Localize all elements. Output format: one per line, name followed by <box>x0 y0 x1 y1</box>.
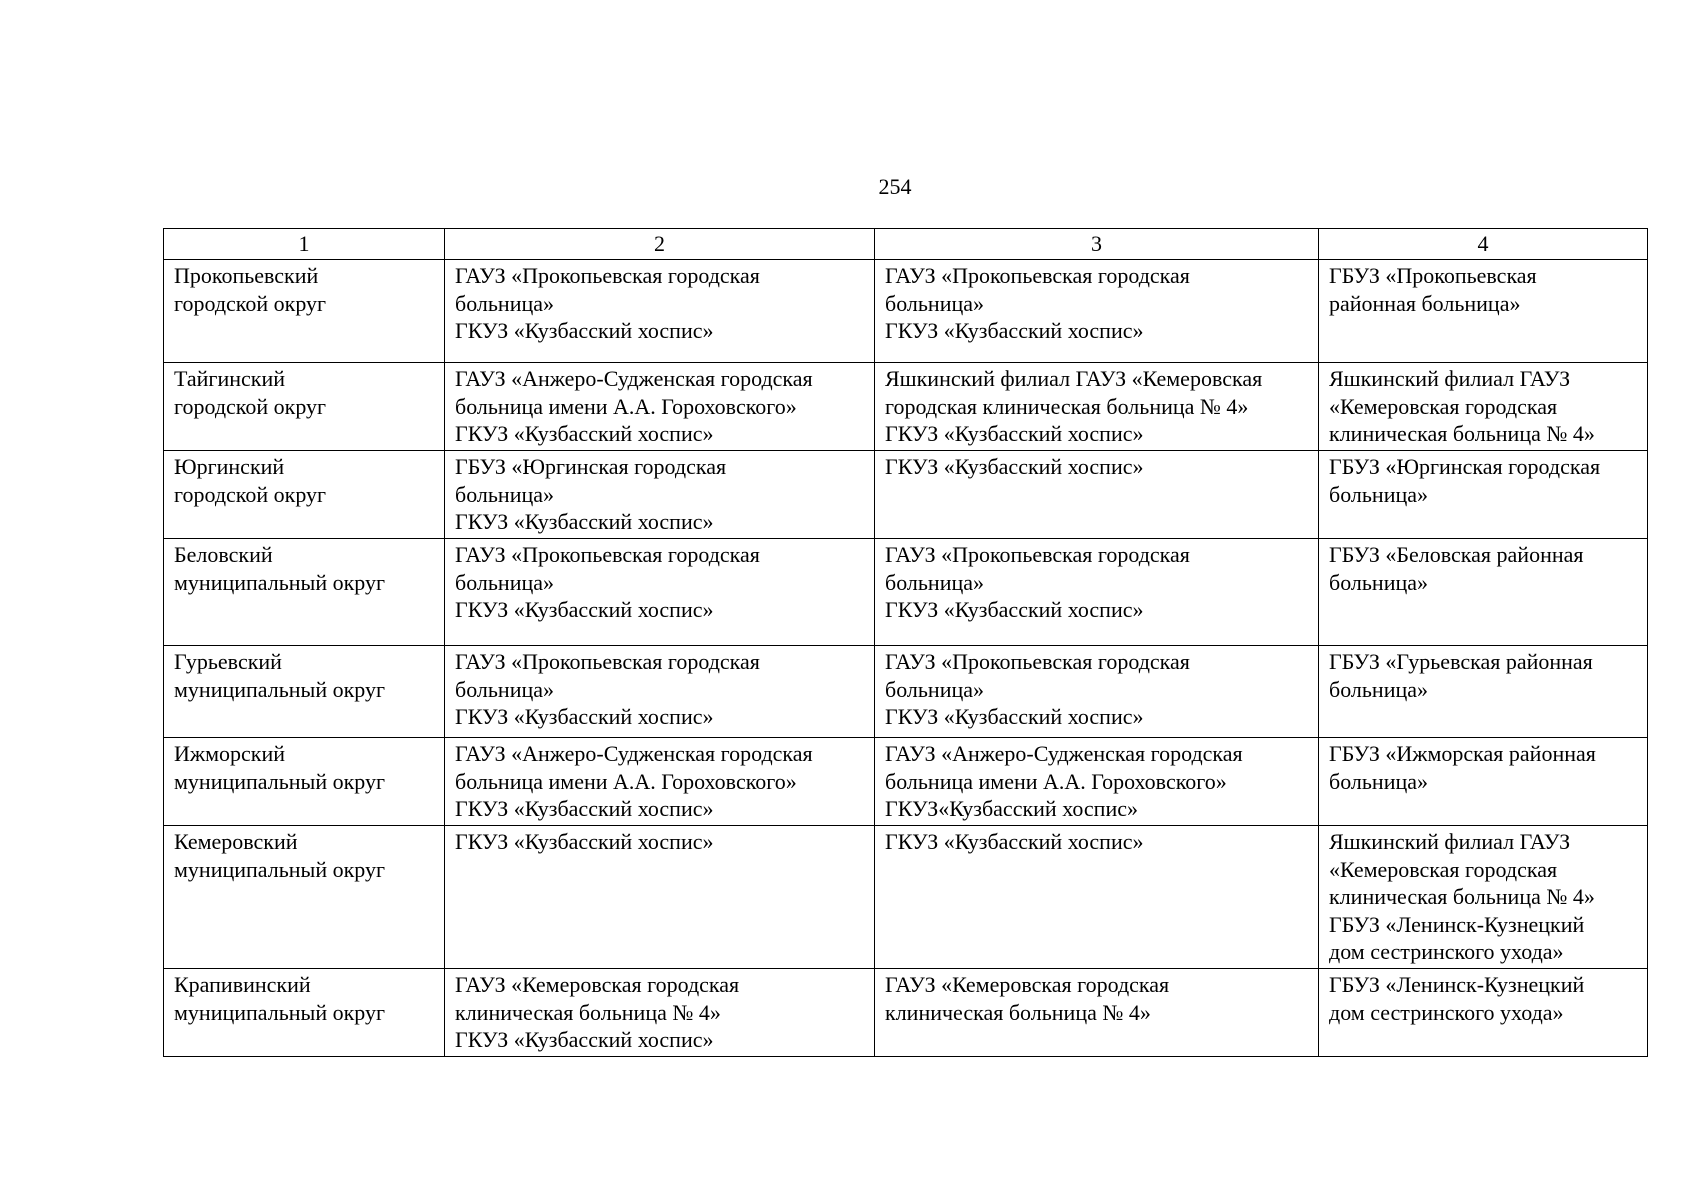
table-row <box>164 646 1648 738</box>
column-2-cell: ГАУЗ «Анжеро-Судженская городская больница имени А.А. Гороховского» ГКУЗ «Кузбасский хоспис» <box>445 363 875 451</box>
column-3-cell: ГАУЗ «Прокопьевская городская больница» ГКУЗ «Кузбасский хоспис» <box>875 260 1319 363</box>
table-header-row <box>164 229 1648 260</box>
table-row <box>164 969 1648 1057</box>
column-4-cell: ГБУЗ «Ленинск-Кузнецкий дом сестринского ухода» <box>1319 969 1648 1057</box>
table-row <box>164 539 1648 646</box>
column-2-cell: ГБУЗ «Юргинская городская больница» ГКУЗ «Кузбасский хоспис» <box>445 451 875 539</box>
table-row <box>164 260 1648 363</box>
district-cell: Ижморский муниципальный округ <box>164 738 445 826</box>
column-header-2: 2 <box>445 229 875 260</box>
page-number: 254 <box>878 174 912 199</box>
column-header-4: 4 <box>1319 229 1648 260</box>
table-row <box>164 738 1648 826</box>
district-cell: Беловский муниципальный округ <box>164 539 445 646</box>
column-2-cell: ГАУЗ «Прокопьевская городская больница» ГКУЗ «Кузбасский хоспис» <box>445 539 875 646</box>
column-3-cell: ГКУЗ «Кузбасский хоспис» <box>875 826 1319 969</box>
column-header-1: 1 <box>164 229 445 260</box>
table-row <box>164 826 1648 969</box>
district-cell: Крапивинский муниципальный округ <box>164 969 445 1057</box>
column-2-cell: ГАУЗ «Прокопьевская городская больница» ГКУЗ «Кузбасский хоспис» <box>445 646 875 738</box>
column-4-cell: ГБУЗ «Юргинская городская больница» <box>1319 451 1648 539</box>
column-2-cell: ГАУЗ «Прокопьевская городская больница» ГКУЗ «Кузбасский хоспис» <box>445 260 875 363</box>
column-3-cell: ГАУЗ «Анжеро-Судженская городская больница имени А.А. Гороховского» ГКУЗ«Кузбасский хоспис» <box>875 738 1319 826</box>
table-row <box>164 363 1648 451</box>
column-2-cell: ГАУЗ «Анжеро-Судженская городская больница имени А.А. Гороховского» ГКУЗ «Кузбасский хоспис» <box>445 738 875 826</box>
district-cell: Прокопьевский городской округ <box>164 260 445 363</box>
district-cell: Гурьевский муниципальный округ <box>164 646 445 738</box>
column-4-cell: ГБУЗ «Беловская районная больница» <box>1319 539 1648 646</box>
column-4-cell: Яшкинский филиал ГАУЗ «Кемеровская городская клиническая больница № 4» <box>1319 363 1648 451</box>
column-header-3: 3 <box>875 229 1319 260</box>
table-row <box>164 451 1648 539</box>
column-3-cell: ГКУЗ «Кузбасский хоспис» <box>875 451 1319 539</box>
column-4-cell: Яшкинский филиал ГАУЗ «Кемеровская городская клиническая больница № 4» ГБУЗ «Ленинск-Кузнецкий дом сестринского ухода» <box>1319 826 1648 969</box>
district-cell: Тайгинский городской округ <box>164 363 445 451</box>
column-2-cell: ГКУЗ «Кузбасский хоспис» <box>445 826 875 969</box>
column-2-cell: ГАУЗ «Кемеровская городская клиническая больница № 4» ГКУЗ «Кузбасский хоспис» <box>445 969 875 1057</box>
column-3-cell: ГАУЗ «Прокопьевская городская больница» ГКУЗ «Кузбасский хоспис» <box>875 646 1319 738</box>
column-3-cell: ГАУЗ «Кемеровская городская клиническая больница № 4» <box>875 969 1319 1057</box>
column-4-cell: ГБУЗ «Ижморская районная больница» <box>1319 738 1648 826</box>
district-cell: Кемеровский муниципальный округ <box>164 826 445 969</box>
district-cell: Юргинский городской округ <box>164 451 445 539</box>
column-4-cell: ГБУЗ «Гурьевская районная больница» <box>1319 646 1648 738</box>
column-3-cell: Яшкинский филиал ГАУЗ «Кемеровская городская клиническая больница № 4» ГКУЗ «Кузбасский хоспис» <box>875 363 1319 451</box>
institutions-table <box>163 228 1648 1057</box>
column-3-cell: ГАУЗ «Прокопьевская городская больница» ГКУЗ «Кузбасский хоспис» <box>875 539 1319 646</box>
column-4-cell: ГБУЗ «Прокопьевская районная больница» <box>1319 260 1648 363</box>
